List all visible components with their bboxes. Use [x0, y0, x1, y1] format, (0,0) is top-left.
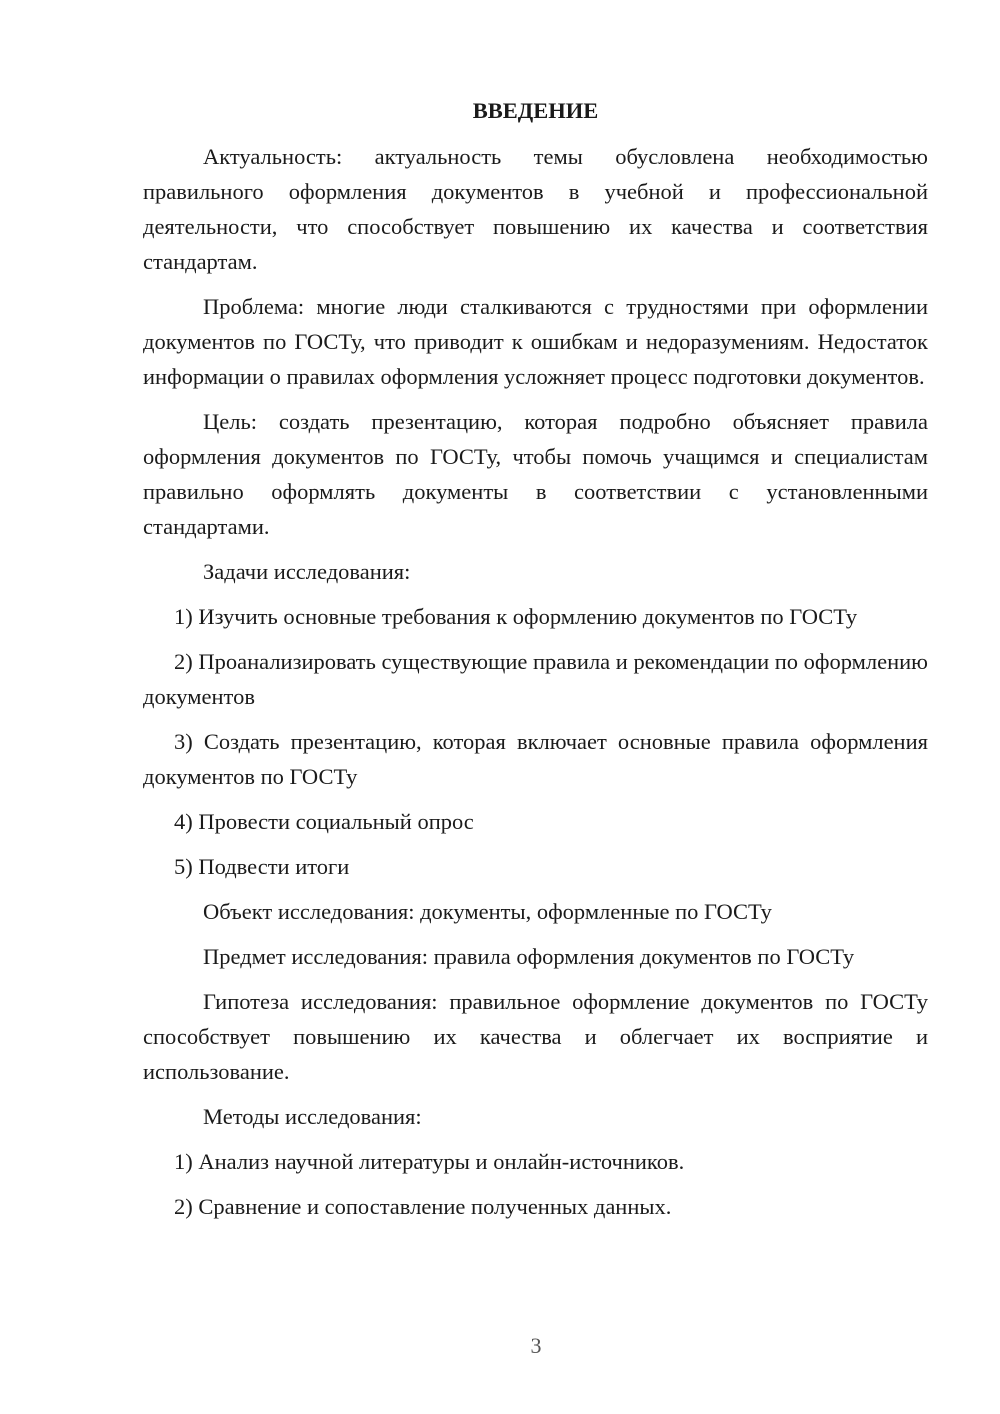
object-line: Объект исследования: документы, оформленные по ГОСТу — [203, 899, 772, 924]
problem-paragraph: Проблема: многие люди сталкиваются с трудностями при оформлении документов по ГОСТу, что приводит к ошибкам и недоразумениям. Недостаток информации о правилах оформления усложняет процесс подготовки документов. — [143, 294, 928, 389]
task-item: 5) Подвести итоги — [174, 854, 350, 879]
hypothesis-paragraph: Гипотеза исследования: правильное оформление документов по ГОСТу способствует повышению их качества и облегчает их восприятие и использование. — [143, 989, 928, 1084]
page-content — [143, 94, 928, 1234]
goal-paragraph: Цель: создать презентацию, которая подробно объясняет правила оформления документов по ГОСТу, чтобы помочь учащимся и специалистам правильно оформлять документы в соответствии с установленными стандартами. — [143, 409, 928, 539]
task-item: 4) Провести социальный опрос — [174, 809, 474, 834]
task-item: 2) Проанализировать существующие правила и рекомендации по оформлению документов — [143, 649, 928, 709]
subject-line: Предмет исследования: правила оформления документов по ГОСТу — [203, 944, 855, 969]
task-item: 1) Изучить основные требования к оформлению документов по ГОСТу — [174, 604, 858, 629]
tasks-heading: Задачи исследования: — [203, 559, 411, 584]
method-item: 1) Анализ научной литературы и онлайн-источников. — [174, 1149, 685, 1174]
methods-heading: Методы исследования: — [203, 1104, 422, 1129]
method-item: 2) Сравнение и сопоставление полученных данных. — [174, 1194, 672, 1219]
page-number: 3 — [530, 1333, 542, 1358]
relevance-paragraph: Актуальность: актуальность темы обусловлена необходимостью правильного оформления документов в учебной и профессиональной деятельности, что способствует повышению их качества и соответствия стандартам. — [143, 144, 928, 274]
section-title: ВВЕДЕНИЕ — [472, 98, 599, 123]
task-item: 3) Создать презентацию, которая включает основные правила оформления документов по ГОСТу — [143, 729, 928, 789]
